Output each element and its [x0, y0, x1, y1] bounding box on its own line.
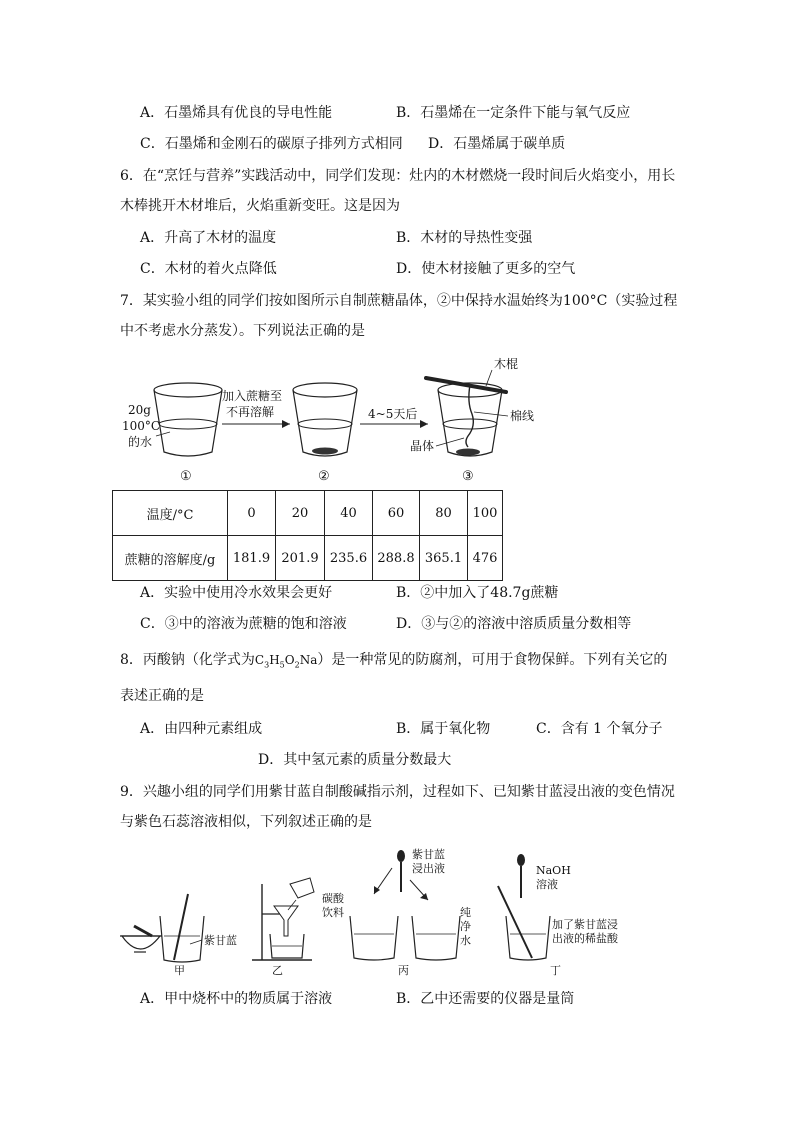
table-cell: 476: [468, 536, 503, 581]
q7-fig-stick-label: 木棍: [494, 357, 519, 371]
q7-fig-crystal-label: 晶体: [410, 439, 435, 453]
mortar-icon: [120, 926, 162, 952]
q9-fig-extract-line1: 紫甘蓝: [412, 848, 445, 861]
arrow-right-icon: [360, 420, 428, 428]
q7-fig-label-3: ③: [462, 469, 474, 484]
table-cell: 288.8: [373, 536, 420, 581]
table-cell: 100: [468, 491, 503, 536]
q7-fig-thread-label: 棉线: [510, 409, 535, 423]
q7-option-d: D．③与②的溶液中溶质质量分数相等: [396, 616, 632, 632]
beaker-3-icon: [426, 378, 506, 456]
q6-option-d: D．使木材接触了更多的空气: [396, 261, 576, 277]
q8-stem-line1: [120, 650, 667, 675]
q6-option-a: A．升高了木材的温度: [140, 230, 277, 246]
q9-fig-bing: 丙: [398, 964, 409, 977]
q5-option-a: A．石墨烯具有优良的导电性能: [140, 105, 333, 121]
q9-fig-pure-2: 净: [460, 920, 471, 933]
q8-option-d: D．其中氢元素的质量分数最大: [258, 752, 452, 768]
q7-figure: [110, 352, 550, 486]
q7-fig-label-2: ②: [318, 469, 330, 484]
q6-stem-line2: 木棒挑开木材堆后，火焰重新变旺。这是因为: [120, 198, 400, 214]
q5-option-d: D．石墨烯属于碳单质: [428, 136, 566, 152]
beaker-1-icon: [154, 383, 222, 456]
q9-fig-soda-line2: 饮料: [322, 906, 344, 919]
q7-fig-arrow1-text-a: 加入蔗糖至: [222, 389, 283, 403]
q9-fig-soda-line1: 碳酸: [322, 892, 344, 905]
beaker-acid-icon: [498, 886, 550, 960]
table-cell: 20: [276, 491, 325, 536]
q7-option-a: A．实验中使用冷水效果会更好: [140, 585, 333, 601]
q7-option-b: B．②中加入了48.7g蔗糖: [396, 585, 559, 601]
arrow-right-icon: [222, 420, 290, 428]
table-row: [113, 536, 503, 581]
table-cell: 60: [373, 491, 420, 536]
q9-figure: [112, 840, 652, 980]
table-header-temperature: 温度/°C: [113, 491, 228, 536]
chemical-formula: $C_3H_5O_2Na$: [254, 653, 318, 670]
q9-fig-naoh-solution: 溶液: [536, 878, 558, 891]
q7-fig-arrow2-text: 4~5天后: [368, 407, 418, 421]
q9-fig-extract-line2: 浸出液: [412, 862, 445, 875]
q9-stem-line2: 与紫色石蕊溶液相似，下列叙述正确的是: [120, 814, 372, 830]
q9-fig-pure-3: 水: [460, 934, 471, 947]
q7-stem-line2: 中不考虑水分蒸发）。下列说法正确的是: [120, 323, 365, 339]
table-cell: 235.6: [325, 536, 373, 581]
q6-option-b: B．木材的导热性变强: [396, 230, 533, 246]
beaker-2-icon: [293, 383, 357, 456]
q9-fig-acid-line1: 加了紫甘蓝浸: [552, 918, 618, 931]
q9-fig-naoh: NaOH: [536, 864, 571, 877]
beaker-soda-icon: [350, 916, 398, 960]
q7-stem-line1: 7．某实验小组的同学们按如图所示自制蔗糖晶体，②中保持水温始终为100°C（实验过程: [120, 293, 678, 309]
beaker-jia-icon: [160, 894, 204, 962]
q9-fig-yi: 乙: [272, 964, 283, 977]
dropper-icon: [397, 850, 405, 892]
table-cell: 365.1: [420, 536, 468, 581]
q8-option-c: C．含有 1 个氧分子: [536, 721, 663, 737]
q9-fig-pure-1: 纯: [460, 906, 471, 919]
q9-fig-jia: 甲: [174, 964, 185, 977]
q9-fig-acid-line2: 出液的稀盐酸: [552, 932, 618, 945]
table-cell: 0: [228, 491, 276, 536]
q9-stem-line1: 9．兴趣小组的同学们用紫甘蓝自制酸碱指示剂，过程如下、已知紫甘蓝浸出液的变色情况: [120, 784, 675, 800]
filtration-apparatus-icon: [252, 878, 314, 960]
table-cell: 40: [325, 491, 373, 536]
q7-fig-water-label: 的水: [128, 435, 153, 449]
table-row: [113, 491, 503, 536]
q7-fig-water-temp: 100°C: [122, 419, 161, 433]
q8-option-a: A．由四种元素组成: [140, 721, 263, 737]
q9-fig-jia-label: 紫甘蓝: [204, 934, 237, 947]
q9-option-b: B．乙中还需要的仪器是量筒: [396, 991, 575, 1007]
q9-option-a: A．甲中烧杯中的物质属于溶液: [140, 991, 333, 1007]
q8-option-b: B．属于氧化物: [396, 721, 491, 737]
q8-stem-suffix: ）是一种常见的防腐剂，可用于食物保鲜。下列有关它的: [317, 652, 668, 668]
q5-option-b: B．石墨烯在一定条件下能与氧气反应: [396, 105, 631, 121]
q9-fig-ding: 丁: [550, 964, 561, 977]
beaker-water-icon: [412, 916, 460, 960]
table-cell: 80: [420, 491, 468, 536]
q8-stem-prefix: 8．丙酸钠（化学式为: [120, 652, 255, 668]
table-cell: 201.9: [276, 536, 325, 581]
q6-option-c: C．木材的着火点降低: [140, 261, 277, 277]
dropper-icon: [517, 854, 525, 898]
table-cell: 181.9: [228, 536, 276, 581]
table-header-solubility: 蔗糖的溶解度/g: [113, 536, 228, 581]
q7-option-c: C．③中的溶液为蔗糖的饱和溶液: [140, 616, 347, 632]
q7-fig-label-1: ①: [180, 469, 192, 484]
solubility-table: [112, 490, 503, 581]
q7-fig-arrow1-text-b: 不再溶解: [226, 405, 275, 419]
q6-stem-line1: 6．在“烹饪与营养”实践活动中，同学们发现：灶内的木材燃烧一段时间后火焰变小，用长: [120, 168, 676, 184]
q7-fig-water-mass: 20g: [128, 403, 151, 417]
q5-option-c: C．石墨烯和金刚石的碳原子排列方式相同: [140, 136, 403, 152]
q8-stem-line2: 表述正确的是: [120, 688, 204, 704]
